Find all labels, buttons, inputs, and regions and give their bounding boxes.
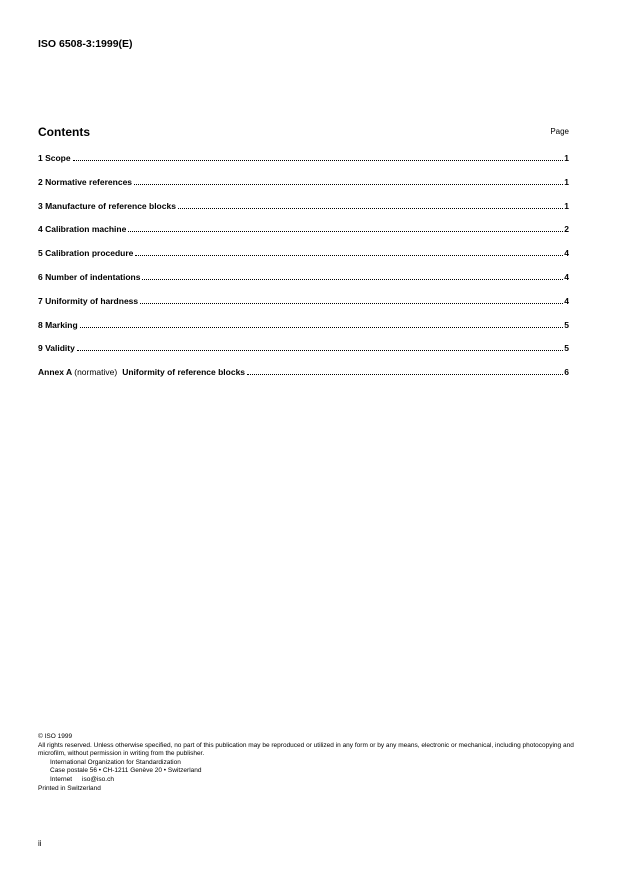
annex-qualifier: (normative) bbox=[74, 367, 118, 378]
toc-leader-dots bbox=[247, 373, 563, 375]
toc-entry-label: 1 Scope bbox=[38, 153, 71, 163]
toc-entry-label: 6 Number of indentations bbox=[38, 271, 141, 282]
toc-entry-validity[interactable] bbox=[38, 343, 569, 367]
toc-entry-normative-references[interactable] bbox=[38, 177, 569, 201]
toc-entry-label: 8 Marking bbox=[38, 319, 78, 330]
toc-leader-dots bbox=[178, 207, 563, 209]
toc-entry-page: 2 bbox=[564, 224, 569, 235]
toc-entry-annex-a[interactable] bbox=[38, 367, 569, 391]
toc-leader-dots bbox=[77, 349, 563, 351]
toc-entry-number-of-indentations[interactable] bbox=[38, 272, 569, 296]
toc-entry-label: 9 Validity bbox=[38, 343, 75, 354]
printed-in: Printed in Switzerland bbox=[38, 784, 101, 792]
toc-leader-dots bbox=[128, 230, 563, 232]
internet-contact bbox=[38, 776, 578, 785]
toc-entry-calibration-machine[interactable] bbox=[38, 224, 569, 248]
toc-leader-dots bbox=[134, 183, 563, 185]
toc-entry-page: 4 bbox=[564, 295, 569, 306]
toc-entry-label bbox=[38, 367, 245, 377]
toc-entry-calibration-procedure[interactable] bbox=[38, 248, 569, 272]
annex-title: Uniformity of reference blocks bbox=[122, 367, 246, 378]
toc-entry-page: 6 bbox=[564, 367, 569, 378]
toc-leader-dots bbox=[80, 326, 564, 328]
toc-entry-page: 4 bbox=[564, 248, 569, 259]
email-link[interactable]: iso@iso.ch bbox=[82, 775, 114, 783]
page-column-label: Page bbox=[550, 127, 569, 136]
rights-statement: All rights reserved. Unless otherwise specified, no part of this publication may be reproduced or utilized in any form or by any means, electronic or mechanical, including photocopying and microfilm, without permission in writing from the publisher. bbox=[38, 741, 574, 758]
toc-entry-uniformity-of-hardness[interactable] bbox=[38, 296, 569, 320]
internet-label: Internet bbox=[50, 775, 73, 783]
toc-entry-page: 5 bbox=[564, 319, 569, 330]
copyright-notice: © ISO 1999 bbox=[38, 733, 73, 740]
toc-entry-scope[interactable] bbox=[38, 153, 569, 177]
toc-entry-page: 1 bbox=[564, 176, 569, 187]
toc-leader-dots bbox=[135, 254, 563, 256]
toc-entry-page: 4 bbox=[564, 271, 569, 282]
table-of-contents bbox=[38, 153, 569, 391]
toc-entry-marking[interactable] bbox=[38, 320, 569, 344]
toc-entry-label: 5 Calibration procedure bbox=[38, 248, 134, 259]
toc-entry-label: 4 Calibration machine bbox=[38, 224, 127, 235]
contents-heading: Contents bbox=[38, 125, 90, 139]
postal-address: Case postale 56 • CH-1211 Genève 20 • Switzerland bbox=[50, 767, 202, 775]
toc-entry-page: 1 bbox=[564, 153, 569, 163]
toc-entry-label: 3 Manufacture of reference blocks bbox=[38, 200, 176, 211]
toc-entry-page: 5 bbox=[564, 343, 569, 354]
annex-label: Annex A bbox=[38, 367, 72, 378]
page-number: ii bbox=[38, 839, 42, 848]
toc-leader-dots bbox=[73, 159, 564, 161]
toc-entry-page: 1 bbox=[564, 200, 569, 211]
toc-entry-label: 2 Normative references bbox=[38, 176, 133, 187]
toc-entry-label: 7 Uniformity of hardness bbox=[38, 295, 139, 306]
toc-leader-dots bbox=[140, 302, 563, 304]
toc-leader-dots bbox=[142, 278, 563, 280]
toc-entry-manufacture[interactable] bbox=[38, 201, 569, 225]
organization-name: International Organization for Standardization bbox=[50, 758, 181, 766]
copyright-block bbox=[38, 733, 578, 793]
document-id-header: ISO 6508-3:1999(E) bbox=[38, 38, 133, 50]
